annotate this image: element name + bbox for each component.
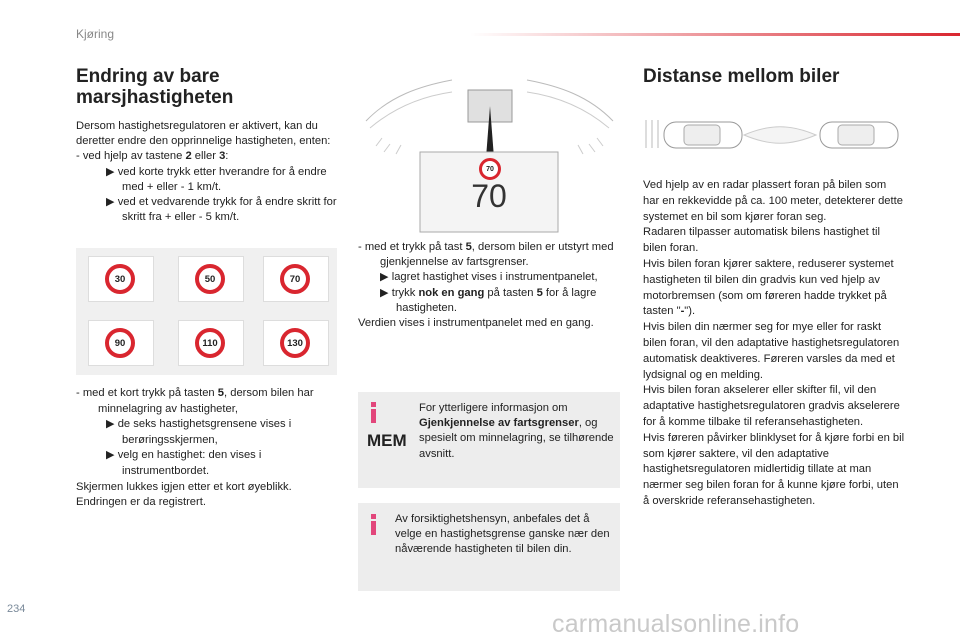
speed-display: 70 [471, 178, 507, 214]
left-title [76, 66, 346, 108]
right-title: Distanse mellom biler [643, 66, 840, 87]
speed-limit-sign-icon: 130 [280, 328, 310, 358]
section-label: Kjøring [76, 27, 115, 41]
too-close-para: Hvis bilen din nærmer seg for mye eller for raskt bilen foran, vil den adaptative hastighetsregulatoren automatisk deaktiveres. Føreren varsles da med et lydsignal og en melding. [643, 321, 900, 381]
speed-sign-30[interactable] [88, 256, 154, 302]
speed-sign-50[interactable] [178, 256, 244, 302]
speed-limit-grid [76, 248, 337, 375]
left-title-line1: Endring av bare [76, 66, 220, 87]
speed-sign-90[interactable] [88, 320, 154, 366]
following-cars-icon [640, 112, 902, 158]
info-icon [371, 514, 376, 535]
intro-text: Dersom hastighetsregulatoren er aktivert, kan du deretter endre den opprinnelige hastigheten, enten: [76, 120, 331, 148]
right-text-block [643, 178, 905, 510]
speed-sign-70[interactable] [263, 256, 329, 302]
middle-text-block [358, 240, 620, 331]
adapt-para: Radaren tilpasser automatisk bilens hastighet til bilen foran. [643, 226, 880, 255]
left-intro-block [76, 119, 341, 225]
info-box-mem [358, 392, 620, 488]
accelerate-para: Hvis bilen foran akselerer eller skifter fil, vil den adaptative hastighetsregulatoren gradvis akselerere for å komme tilbake til referansehastigheten. [643, 384, 900, 428]
bullet-keys-2-3: - ved hjelp av tastene 2 eller 3: [76, 150, 229, 163]
speed-sign-130[interactable] [263, 320, 329, 366]
sub-press-again: ▶ trykk nok en gang på tasten 5 for å lagre hastigheten. [380, 286, 597, 314]
info-caution-text: Av forsiktighetshensyn, anbefales det å velge en hastighetsgrense ganske nær den nåværende hastigheten til bilen din. [395, 513, 610, 556]
cars-illustration [640, 112, 902, 158]
overtake-para: Hvis føreren påvirker blinklyset for å kjøre forbi en bil som kjører saktere, vil den adaptative hastighetsregulatoren midlertidig tillate at man nærmer seg bilen foran for å kunne kjøre forbi, uten å overskride referansehastigheten. [643, 431, 905, 507]
speed-limit-sign-icon: 70 [280, 264, 310, 294]
radar-para: Ved hjelp av en radar plassert foran på bilen som har en rekkevidde på ca. 100 meter, detekterer dette systemet en bil som kjører foran seg. [643, 179, 903, 223]
speed-limit-sign-icon: 90 [105, 328, 135, 358]
info-mem-text: For ytterligere informasjon om Gjenkjennelse av fartsgrenser, og spesielt om minnelagring, se tilhørende avsnitt. [419, 402, 614, 460]
sub-short-press: ▶ ved korte trykk etter hverandre for å endre med + eller - 1 km/t. [106, 165, 327, 193]
sub-select-speed: ▶ velg en hastighet: den vises i instrumentbordet. [106, 449, 262, 477]
closing-registered: Endringen er da registrert. [76, 496, 206, 509]
sub-speed-shown: ▶ lagret hastighet vises i instrumentpanelet, [380, 271, 598, 284]
header-rule [470, 33, 960, 36]
closing-screen: Skjermen lukkes igjen etter et kort øyeblikk. [76, 480, 292, 493]
speed-sign-110[interactable] [178, 320, 244, 366]
detected-limit-sign-icon: 70 [479, 158, 501, 180]
slower-para: Hvis bilen foran kjører saktere, reduserer systemet hastigheten til bilen din gradvis kun ved hjelp av motorbremsen (som om føreren hadde trykket på tasten "-"). [643, 257, 894, 318]
info-box-caution [358, 503, 620, 591]
left-memory-block [76, 386, 341, 511]
left-title-line2: marsjhastigheten [76, 87, 234, 108]
speed-limit-sign-icon: 50 [195, 264, 225, 294]
info-icon [371, 402, 376, 423]
speed-limit-sign-icon: 110 [195, 328, 225, 358]
sub-long-press: ▶ ved et vedvarende trykk for å endre skritt for skritt fra + eller - 5 km/t. [106, 196, 337, 224]
bullet-memory-key: - med et kort trykk på tasten 5, dersom bilen har minnelagring av hastigheter, [76, 387, 314, 415]
middle-closing: Verdien vises i instrumentpanelet med en gang. [358, 317, 594, 330]
sub-touchscreen: ▶ de seks hastighetsgrensene vises i berøringsskjermen, [106, 418, 292, 446]
speed-limit-sign-icon: 30 [105, 264, 135, 294]
page-number: 234 [7, 603, 26, 615]
bullet-recognition-key: - med et trykk på tast 5, dersom bilen er utstyrt med gjenkjennelse av fartsgrenser. [358, 241, 614, 269]
watermark: carmanualsonline.info [552, 610, 800, 638]
instrument-illustration [360, 66, 619, 236]
mem-icon: MEM [367, 431, 407, 450]
